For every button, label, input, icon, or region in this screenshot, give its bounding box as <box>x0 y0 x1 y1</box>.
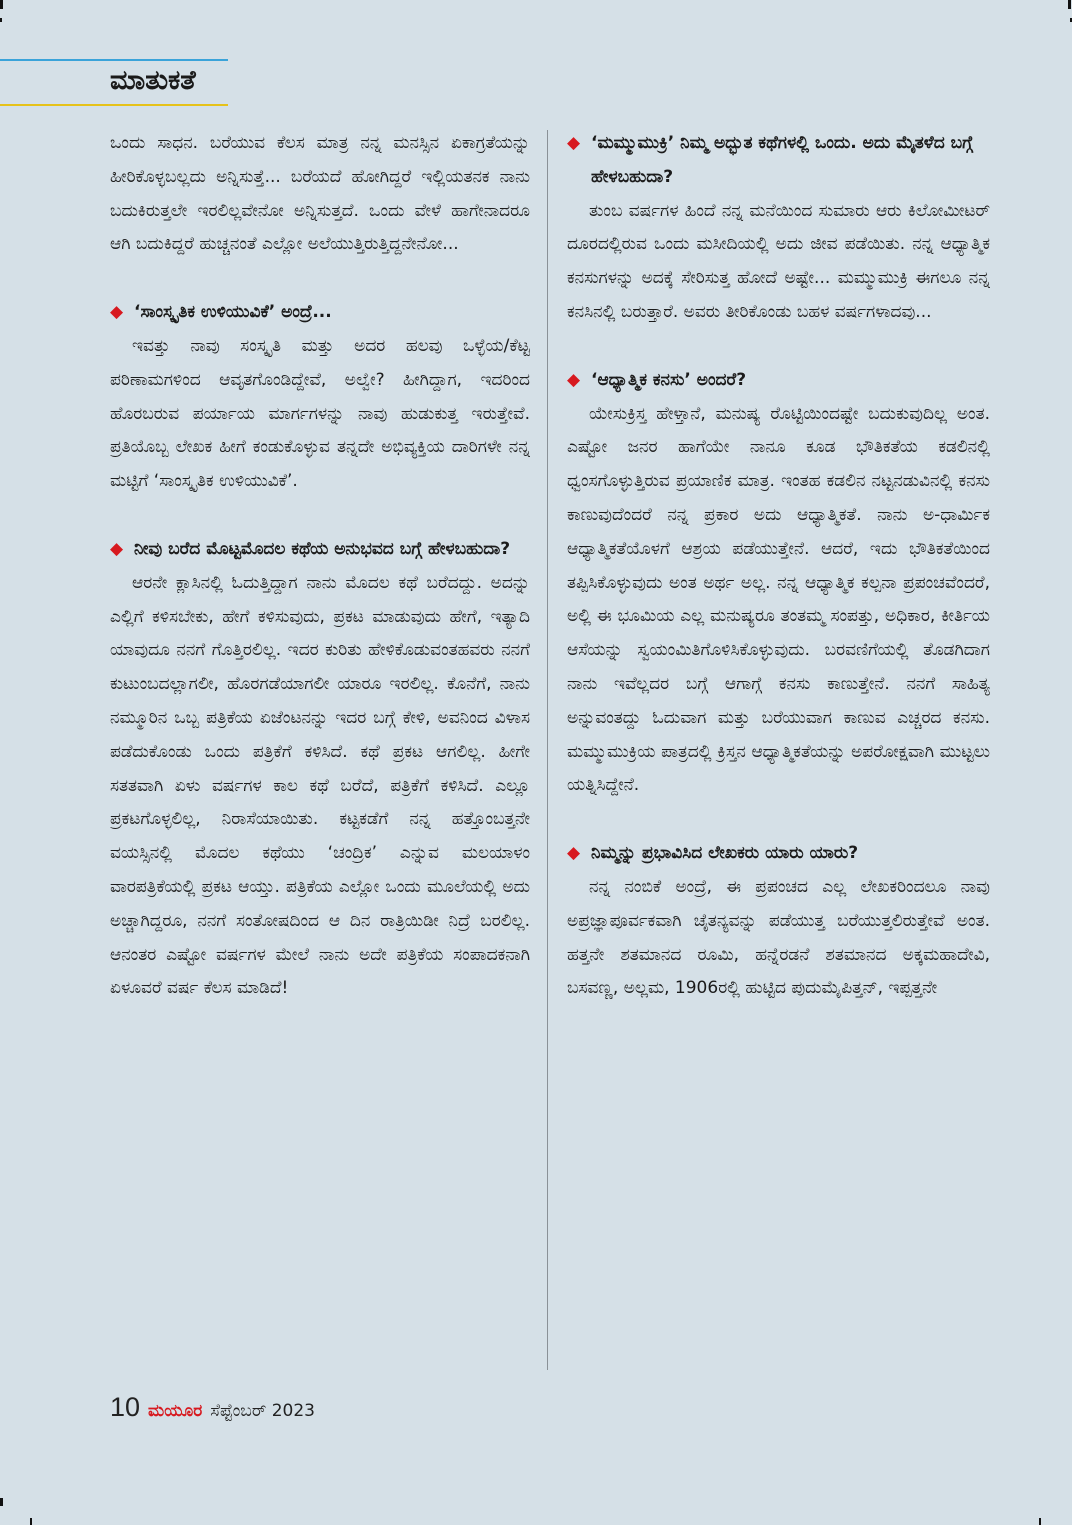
question-heading <box>567 364 990 398</box>
answer-paragraph: ಆರನೇ ಕ್ಲಾಸಿನಲ್ಲಿ ಓದುತ್ತಿದ್ದಾಗ ನಾನು ಮೊದಲ ಕಥೆ ಬರೆದದ್ದು. ಅದನ್ನು ಎಲ್ಲಿಗೆ ಕಳಿಸಬೇಕು, ಹೇಗೆ ಕಳಿಸುವುದು, ಪ್ರಕಟ ಮಾಡುವುದು ಹೇಗೆ, ಇತ್ಯಾದಿ ಯಾವುದೂ ನನಗೆ ಗೊತ್ತಿರಲಿಲ್ಲ. ಇದರ ಕುರಿತು ಹೇಳಿಕೊಡುವಂತಹವರು ನನಗೆ ಕುಟುಂಬದಲ್ಲಾಗಲೀ, ಹೊರಗಡೆಯಾಗಲೀ ಯಾರೂ ಇರಲಿಲ್ಲ. ಕೊನೆಗೆ, ನಾನು ನಮ್ಮೂರಿನ ಒಬ್ಬ ಪತ್ರಿಕೆಯ ಏಜೆಂಟನನ್ನು ಇದರ ಬಗ್ಗೆ ಕೇಳಿ, ಅವನಿಂದ ವಿಳಾಸ ಪಡೆದುಕೊಂಡು ಒಂದು ಪತ್ರಿಕೆಗೆ ಕಳಿಸಿದೆ. ಕಥೆ ಪ್ರಕಟ ಆಗಲಿಲ್ಲ. ಹೀಗೇ ಸತತವಾಗಿ ಏಳು ವರ್ಷಗಳ ಕಾಲ ಕಥೆ ಬರೆದೆ, ಪತ್ರಿಕೆಗೆ ಕಳಿಸಿದೆ. ಎಲ್ಲೂ ಪ್ರಕಟಗೊಳ್ಳಲಿಲ್ಲ, ನಿರಾಸೆಯಾಯಿತು. ಕಟ್ಟಕಡೆಗೆ ನನ್ನ ಹತ್ತೊಂಬತ್ತನೇ ವಯಸ್ಸಿನಲ್ಲಿ ಮೊದಲ ಕಥೆಯು ‘ಚಂದ್ರಿಕ’ ಎನ್ನುವ ಮಲಯಾಳಂ ವಾರಪತ್ರಿಕೆಯಲ್ಲಿ ಪ್ರಕಟ ಆಯ್ತು. ಪತ್ರಿಕೆಯ ಎಲ್ಲೋ ಒಂದು ಮೂಲೆಯಲ್ಲಿ ಅದು ಅಚ್ಚಾಗಿದ್ದರೂ, ನನಗೆ ಸಂತೋಷದಿಂದ ಆ ದಿನ ರಾತ್ರಿಯಿಡೀ ನಿದ್ರೆ ಬರಲಿಲ್ಲ. ಆನಂತರ ಎಷ್ಟೋ ವರ್ಷಗಳ ಮೇಲೆ ನಾನು ಅದೇ ಪತ್ರಿಕೆಯ ಸಂಪಾದಕನಾಗಿ ಏಳೂವರೆ ವರ್ಷ ಕೆಲಸ ಮಾಡಿದೆ! <box>110 572 530 999</box>
crop-mark <box>0 0 3 9</box>
crop-mark <box>1068 0 1071 9</box>
crop-mark <box>1039 1518 1041 1525</box>
question-heading <box>567 127 990 195</box>
magazine-logo: ಮಯೂರ <box>148 1401 203 1421</box>
crop-mark <box>0 1498 3 1506</box>
answer-paragraph: ನನ್ನ ನಂಬಿಕೆ ಅಂದ್ರೆ, ಈ ಪ್ರಪಂಚದ ಎಲ್ಲ ಲೇಖಕರಿಂದಲೂ ನಾವು ಅಪ್ರಜ್ಞಾಪೂರ್ವಕವಾಗಿ ಚೈತನ್ಯವನ್ನು ಪಡೆಯುತ್ತ ಬರೆಯುತ್ತಲಿರುತ್ತೇವೆ ಅಂತ. ಹತ್ತನೇ ಶತಮಾನದ ರೂಮಿ, ಹನ್ನೆರಡನೆ ಶತಮಾನದ ಅಕ್ಕಮಹಾದೇವಿ, ಬಸವಣ್ಣ, ಅಲ್ಲಮ, 1906ರಲ್ಲಿ ಹುಟ್ಟಿದ ಪುದುಮೈಪಿತ್ತನ್, ಇಪ್ಪತ್ತನೇ <box>567 876 990 999</box>
red-diamond-icon: ◆ <box>110 302 124 323</box>
paragraph: ಒಂದು ಸಾಧನ. ಬರೆಯುವ ಕೆಲಸ ಮಾತ್ರ ನನ್ನ ಮನಸ್ಸಿನ ಏಕಾಗ್ರತೆಯನ್ನು ಹೀರಿಕೊಳ್ಳಬಲ್ಲದು ಅನ್ನಿಸುತ್ತೆ... ಬರೆಯದೆ ಹೋಗಿದ್ದರೆ ಇಲ್ಲಿಯತನಕ ನಾನು ಬದುಕಿರುತ್ತಲೇ ಇರಲಿಲ್ಲವೇನೋ ಅನ್ನಿಸುತ್ತದೆ. ಒಂದು ವೇಳೆ ಹಾಗೇನಾದರೂ ಆಗಿ ಬದುಕಿದ್ದರೆ ಹುಚ್ಚನಂತೆ ಎಲ್ಲೋ ಅಲೆಯುತ್ತಿರುತ್ತಿದ್ದನೇನೋ... <box>110 133 530 255</box>
question-text: ನೀವು ಬರೆದ ಮೊಟ್ಟಮೊದಲ ಕಥೆಯ ಅನುಭವದ ಬಗ್ಗೆ ಹೇಳಬಹುದಾ? <box>134 538 511 559</box>
question-text: ನಿಮ್ಮನ್ನು ಪ್ರಭಾವಿಸಿದ ಲೇಖಕರು ಯಾರು ಯಾರು? <box>591 843 859 864</box>
page-number: 10 <box>110 1392 141 1422</box>
issue-date: ಸೆಪ್ಟೆಂಬರ್ 2023 <box>210 1401 315 1421</box>
question-text: ‘ಆಧ್ಯಾತ್ಮಿಕ ಕನಸು’ ಅಂದರೆ? <box>591 369 747 390</box>
answer-paragraph: ಇವತ್ತು ನಾವು ಸಂಸ್ಕೃತಿ ಮತ್ತು ಅದರ ಹಲವು ಒಳ್ಳೆಯ/ಕೆಟ್ಟ ಪರಿಣಾಮಗಳಿಂದ ಆವೃತಗೊಂಡಿದ್ದೇವೆ, ಅಲ್ವೇ? ಹೀಗಿದ್ದಾಗ, ಇದರಿಂದ ಹೊರಬರುವ ಪರ್ಯಾಯ ಮಾರ್ಗಗಳನ್ನು ನಾವು ಹುಡುಕುತ್ತ ಇರುತ್ತೇವೆ. ಪ್ರತಿಯೊಬ್ಬ ಲೇಖಕ ಹೀಗೆ ಕಂಡುಕೊಳ್ಳುವ ತನ್ನದೇ ಅಭಿವ್ಯಕ್ತಿಯ ದಾರಿಗಳೇ ನನ್ನ ಮಟ್ಟಿಗೆ ‘ಸಾಂಸ್ಕೃತಿಕ ಉಳಿಯುವಿಕೆ’. <box>110 335 530 492</box>
question-text: ‘ಸಾಂಸ್ಕೃತಿಕ ಉಳಿಯುವಿಕೆ’ ಅಂದ್ರೆ... <box>134 302 332 323</box>
page-footer <box>110 1392 315 1423</box>
left-column <box>110 127 530 1006</box>
header-rule-blue <box>0 59 228 61</box>
crop-mark <box>30 1518 32 1525</box>
question-heading <box>567 837 990 871</box>
right-column <box>567 127 990 1006</box>
red-diamond-icon: ◆ <box>567 133 581 153</box>
header-rule-yellow <box>0 104 228 106</box>
red-diamond-icon: ◆ <box>567 369 581 390</box>
question-heading <box>110 296 530 330</box>
answer-paragraph: ತುಂಬ ವರ್ಷಗಳ ಹಿಂದೆ ನನ್ನ ಮನೆಯಿಂದ ಸುಮಾರು ಆರು ಕಿಲೋಮೀಟರ್ ದೂರದಲ್ಲಿರುವ ಒಂದು ಮಸೀದಿಯಲ್ಲಿ ಅದು ಜೀವ ಪಡೆಯಿತು. ನನ್ನ ಆಧ್ಯಾತ್ಮಿಕ ಕನಸುಗಳನ್ನು ಅದಕ್ಕೆ ಸೇರಿಸುತ್ತ ಹೋದೆ ಅಷ್ಟೇ... ಮಮ್ಮುಮುಕ್ರಿ ಈಗಲೂ ನನ್ನ ಕನಸಿನಲ್ಲಿ ಬರುತ್ತಾರೆ. ಅವರು ತೀರಿಕೊಂಡು ಬಹಳ ವರ್ಷಗಳಾದವು... <box>567 200 990 322</box>
answer-paragraph: ಯೇಸುಕ್ರಿಸ್ತ ಹೇಳ್ತಾನೆ, ಮನುಷ್ಯ ರೊಟ್ಟಿಯಿಂದಷ್ಟೇ ಬದುಕುವುದಿಲ್ಲ ಅಂತ. ಎಷ್ಟೋ ಜನರ ಹಾಗೆಯೇ ನಾನೂ ಕೂಡ ಭೌತಿಕತೆಯ ಕಡಲಿನಲ್ಲಿ ಧ್ವಂಸಗೊಳ್ಳುತ್ತಿರುವ ಪ್ರಯಾಣಿಕ ಮಾತ್ರ. ಇಂತಹ ಕಡಲಿನ ನಟ್ಟನಡುವಿನಲ್ಲಿ ಕನಸು ಕಾಣುವುದೆಂದರೆ ನನ್ನ ಪ್ರಕಾರ ಅದು ಆಧ್ಯಾತ್ಮಿಕತೆ. ನಾನು ಅ-ಧಾರ್ಮಿಕ ಆಧ್ಯಾತ್ಮಿಕತೆಯೊಳಗೆ ಆಶ್ರಯ ಪಡೆಯುತ್ತೇನೆ. ಆದರೆ, ಇದು ಭೌತಿಕತೆಯಿಂದ ತಪ್ಪಿಸಿಕೊಳ್ಳುವುದು ಅಂತ ಅರ್ಥ ಅಲ್ಲ. ನನ್ನ ಆಧ್ಯಾತ್ಮಿಕ ಕಲ್ಪನಾ ಪ್ರಪಂಚವೆಂದರೆ, ಅಲ್ಲಿ ಈ ಭೂಮಿಯ ಎಲ್ಲ ಮನುಷ್ಯರೂ ತಂತಮ್ಮ ಸಂಪತ್ತು, ಅಧಿಕಾರ, ಕೀರ್ತಿಯ ಆಸೆಯನ್ನು ಸ್ವಯಂಮಿತಿಗೊಳಿಸಿಕೊಳ್ಳುವುದು. ಬರವಣಿಗೆಯಲ್ಲಿ ತೊಡಗಿದಾಗ ನಾನು ಇವೆಲ್ಲದರ ಬಗ್ಗೆ ಆಗಾಗ್ಗೆ ಕನಸು ಕಾಣುತ್ತೇನೆ. ನನಗೆ ಸಾಹಿತ್ಯ ಅನ್ನುವಂತದ್ದು ಓದುವಾಗ ಮತ್ತು ಬರೆಯುವಾಗ ಕಾಣುವ ಎಚ್ಚರದ ಕನಸು. ಮಮ್ಮುಮುಕ್ರಿಯ ಪಾತ್ರದಲ್ಲಿ ಕ್ರಿಸ್ತನ ಆಧ್ಯಾತ್ಮಿಕತೆಯನ್ನು ಅಪರೋಕ್ಷವಾಗಿ ಮುಟ್ಟಲು ಯತ್ನಿಸಿದ್ದೇನೆ. <box>567 403 990 796</box>
crop-mark <box>0 18 2 22</box>
red-diamond-icon: ◆ <box>110 538 124 559</box>
red-diamond-icon: ◆ <box>567 843 581 864</box>
question-text: ‘ಮಮ್ಮುಮುಕ್ರಿ’ ನಿಮ್ಮ ಅದ್ಭುತ ಕಥೆಗಳಲ್ಲಿ ಒಂದು. ಅದು ಮೈತಳೆದ ಬಗ್ಗೆ ಹೇಳಬಹುದಾ? <box>591 133 973 187</box>
column-divider <box>547 130 548 1370</box>
section-title: ಮಾತುಕತೆ <box>110 65 196 96</box>
question-heading <box>110 533 530 567</box>
